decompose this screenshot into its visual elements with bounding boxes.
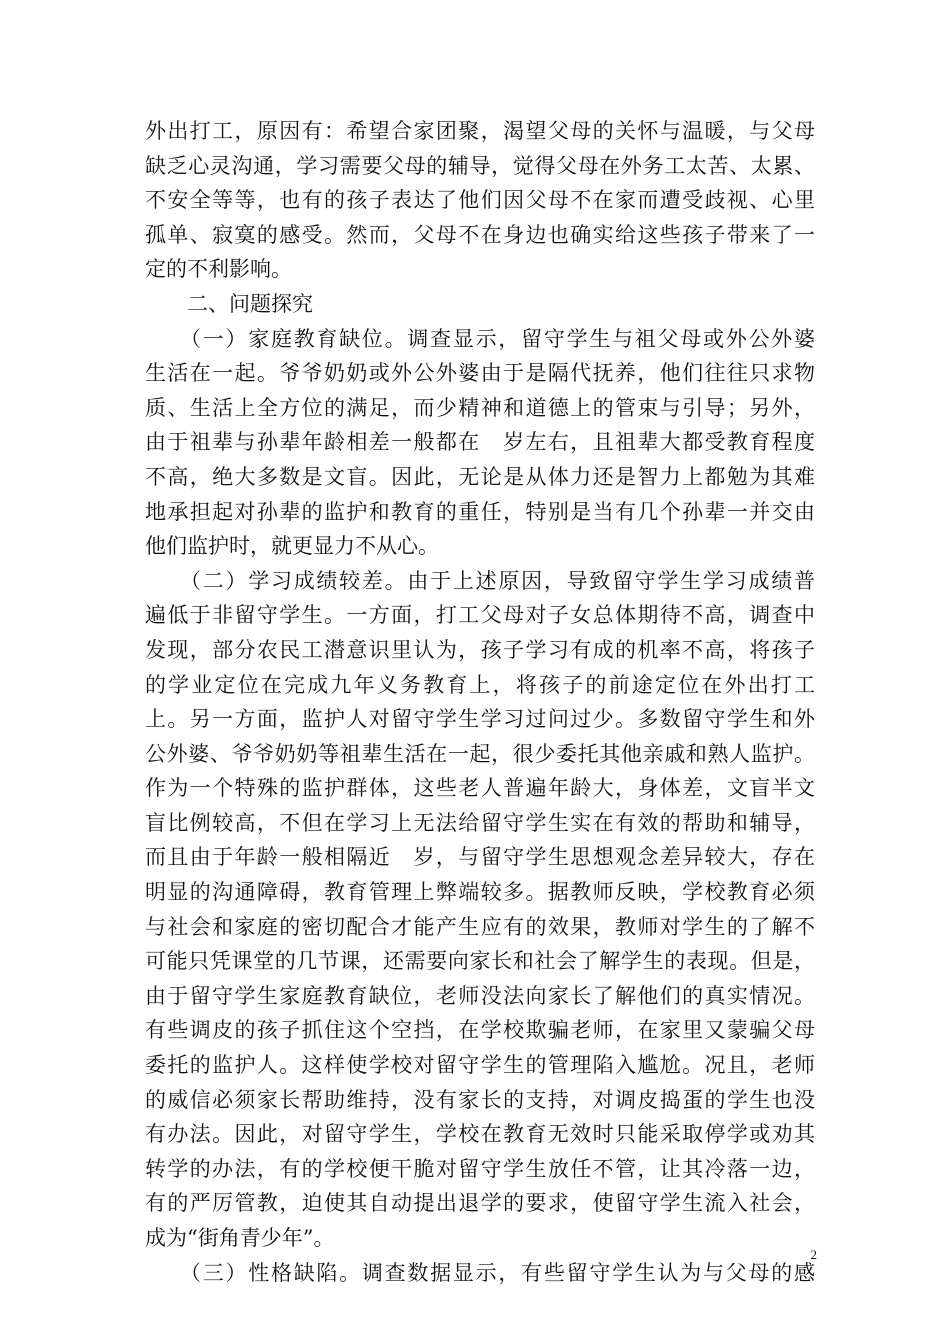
text-line: 与社会和家庭的密切配合才能产生应有的效果，教师对学生的了解不	[145, 914, 815, 939]
text-line: 明显的沟通障碍，教育管理上弊端较多。据教师反映，学校教育必须	[145, 880, 815, 905]
text-line: 盲比例较高，不但在学习上无法给留守学生实在有效的帮助和辅导，	[145, 810, 815, 835]
text-line: （三）性格缺陷。调查数据显示，有些留守学生认为与父母的感	[145, 1260, 815, 1285]
text-line: 作为一个特殊的监护群体，这些老人普遍年龄大，身体差，文盲半文	[145, 776, 815, 801]
text-line: 质、生活上全方位的满足，而少精神和道德上的管束与引导；另外，	[145, 395, 815, 420]
text-line: （一）家庭教育缺位。调查显示，留守学生与祖父母或外公外婆	[145, 326, 815, 351]
text-line: 有的严厉管教，迫使其自动提出退学的要求，使留守学生流入社会，	[145, 1191, 815, 1216]
text-line: 由于祖辈与孙辈年龄相差一般都在 岁左右，且祖辈大都受教育程度	[145, 430, 815, 455]
text-line: 委托的监护人。这样使学校对留守学生的管理陷入尴尬。况且，老师	[145, 1053, 815, 1078]
text-line: 成为“街角青少年”。	[145, 1226, 335, 1250]
text-line: 的学业定位在完成九年义务教育上，将孩子的前途定位在外出打工	[145, 672, 815, 697]
text-line: 生活在一起。爷爷奶奶或外公外婆由于是隔代抚养，他们往往只求物	[145, 361, 815, 386]
text-line: 由于留守学生家庭教育缺位，老师没法向家长了解他们的真实情况。	[145, 983, 815, 1008]
text-line: 公外婆、爷爷奶奶等祖辈生活在一起，很少委托其他亲戚和熟人监护。	[145, 741, 815, 766]
text-line: 外出打工，原因有：希望合家团聚，渴望父母的关怀与温暖，与父母	[145, 119, 815, 143]
text-line: 遍低于非留守学生。一方面，打工父母对子女总体期待不高，调查中	[145, 603, 815, 628]
text-line: 的威信必须家长帮助维持，没有家长的支持，对调皮捣蛋的学生也没	[145, 1087, 815, 1112]
page-number: 2	[810, 1247, 817, 1262]
text-line: 有些调皮的孩子抓住这个空挡，在学校欺骗老师，在家里又蒙骗父母	[145, 1018, 815, 1043]
text-line: 可能只凭课堂的几节课，还需要向家长和社会了解学生的表现。但是，	[145, 949, 815, 974]
body-text	[145, 114, 815, 1290]
text-line: 转学的办法，有的学校便干脆对留守学生放任不管，让其冷落一边，	[145, 1156, 815, 1181]
section-heading: 二、问题探究	[145, 291, 313, 316]
text-line: 发现，部分农民工潜意识里认为，孩子学习有成的机率不高，将孩子	[145, 637, 815, 662]
text-line: 定的不利影响。	[145, 257, 292, 282]
text-line: 而且由于年龄一般相隔近 岁，与留守学生思想观念差异较大，存在	[145, 845, 815, 870]
text-line: 地承担起对孙辈的监护和教育的重任，特别是当有几个孙辈一并交由	[145, 499, 815, 524]
text-line: 孤单、寂寞的感受。然而，父母不在身边也确实给这些孩子带来了一	[145, 222, 815, 247]
text-line: 缺乏心灵沟通，学习需要父母的辅导，觉得父母在外务工太苦、太累、	[145, 153, 815, 178]
text-line: 上。另一方面，监护人对留守学生学习过问过少。多数留守学生和外	[145, 707, 815, 732]
text-line: 他们监护时，就更显力不从心。	[145, 534, 439, 559]
text-line: （二）学习成绩较差。由于上述原因，导致留守学生学习成绩普	[145, 568, 815, 593]
text-line: 不安全等等，也有的孩子表达了他们因父母不在家而遭受歧视、心里	[145, 188, 815, 213]
text-line: 有办法。因此，对留守学生，学校在教育无效时只能采取停学或劝其	[145, 1122, 815, 1147]
text-line: 不高，绝大多数是文盲。因此，无论是从体力还是智力上都勉为其难	[145, 464, 815, 489]
